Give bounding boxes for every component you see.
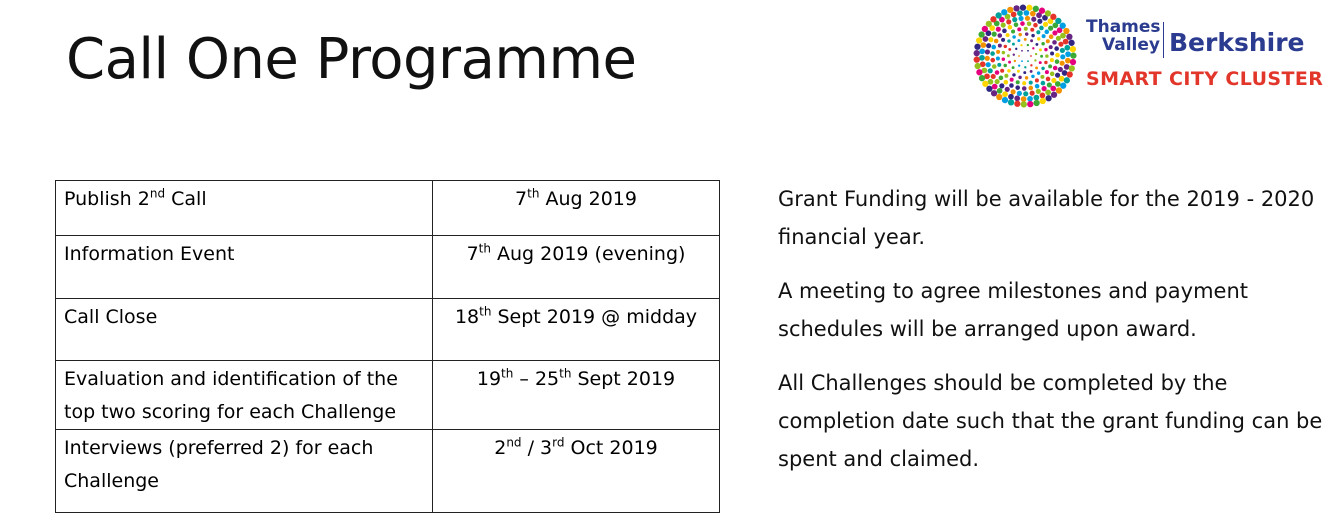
logo-thames-valley	[1086, 18, 1160, 54]
date-cell: 7th Aug 2019 (evening)	[433, 236, 720, 299]
notes-panel	[778, 180, 1323, 494]
date-cell: 7th Aug 2019	[433, 181, 720, 236]
slide-title: Call One Programme	[66, 27, 637, 92]
table-row	[56, 430, 720, 513]
logo-brand: Berkshire	[1169, 28, 1305, 57]
event-cell: Information Event	[56, 236, 433, 299]
event-cell: Evaluation and identification of the top two scoring for each Challenge	[56, 361, 433, 430]
date-cell: 18th Sept 2019 @ midday	[433, 299, 720, 361]
logo-separator	[1163, 22, 1164, 58]
table-row	[56, 361, 720, 430]
table-row	[56, 181, 720, 236]
note-funding: Grant Funding will be available for the 2019 - 2020 financial year.	[778, 187, 1315, 249]
schedule-table	[55, 180, 720, 513]
dot-circle-logo-icon	[973, 4, 1077, 108]
note-milestones: A meeting to agree milestones and payment schedules will be arranged upon award.	[778, 279, 1249, 341]
table-row	[56, 236, 720, 299]
logo-subtitle: SMART CITY CLUSTER	[1086, 68, 1324, 90]
event-cell: Interviews (preferred 2) for each Challenge	[56, 430, 433, 513]
table-row	[56, 299, 720, 361]
date-cell: 19th – 25th Sept 2019	[433, 361, 720, 430]
logo-line-2: Valley	[1102, 35, 1160, 55]
smart-city-cluster-logo	[973, 4, 1324, 104]
event-cell: Publish 2nd Call	[56, 181, 433, 236]
date-cell: 2nd / 3rd Oct 2019	[433, 430, 720, 513]
logo-line-1: Thames	[1086, 17, 1161, 37]
note-completion: All Challenges should be completed by the completion date such that the grant funding can be spent and claimed.	[778, 371, 1323, 471]
event-cell: Call Close	[56, 299, 433, 361]
